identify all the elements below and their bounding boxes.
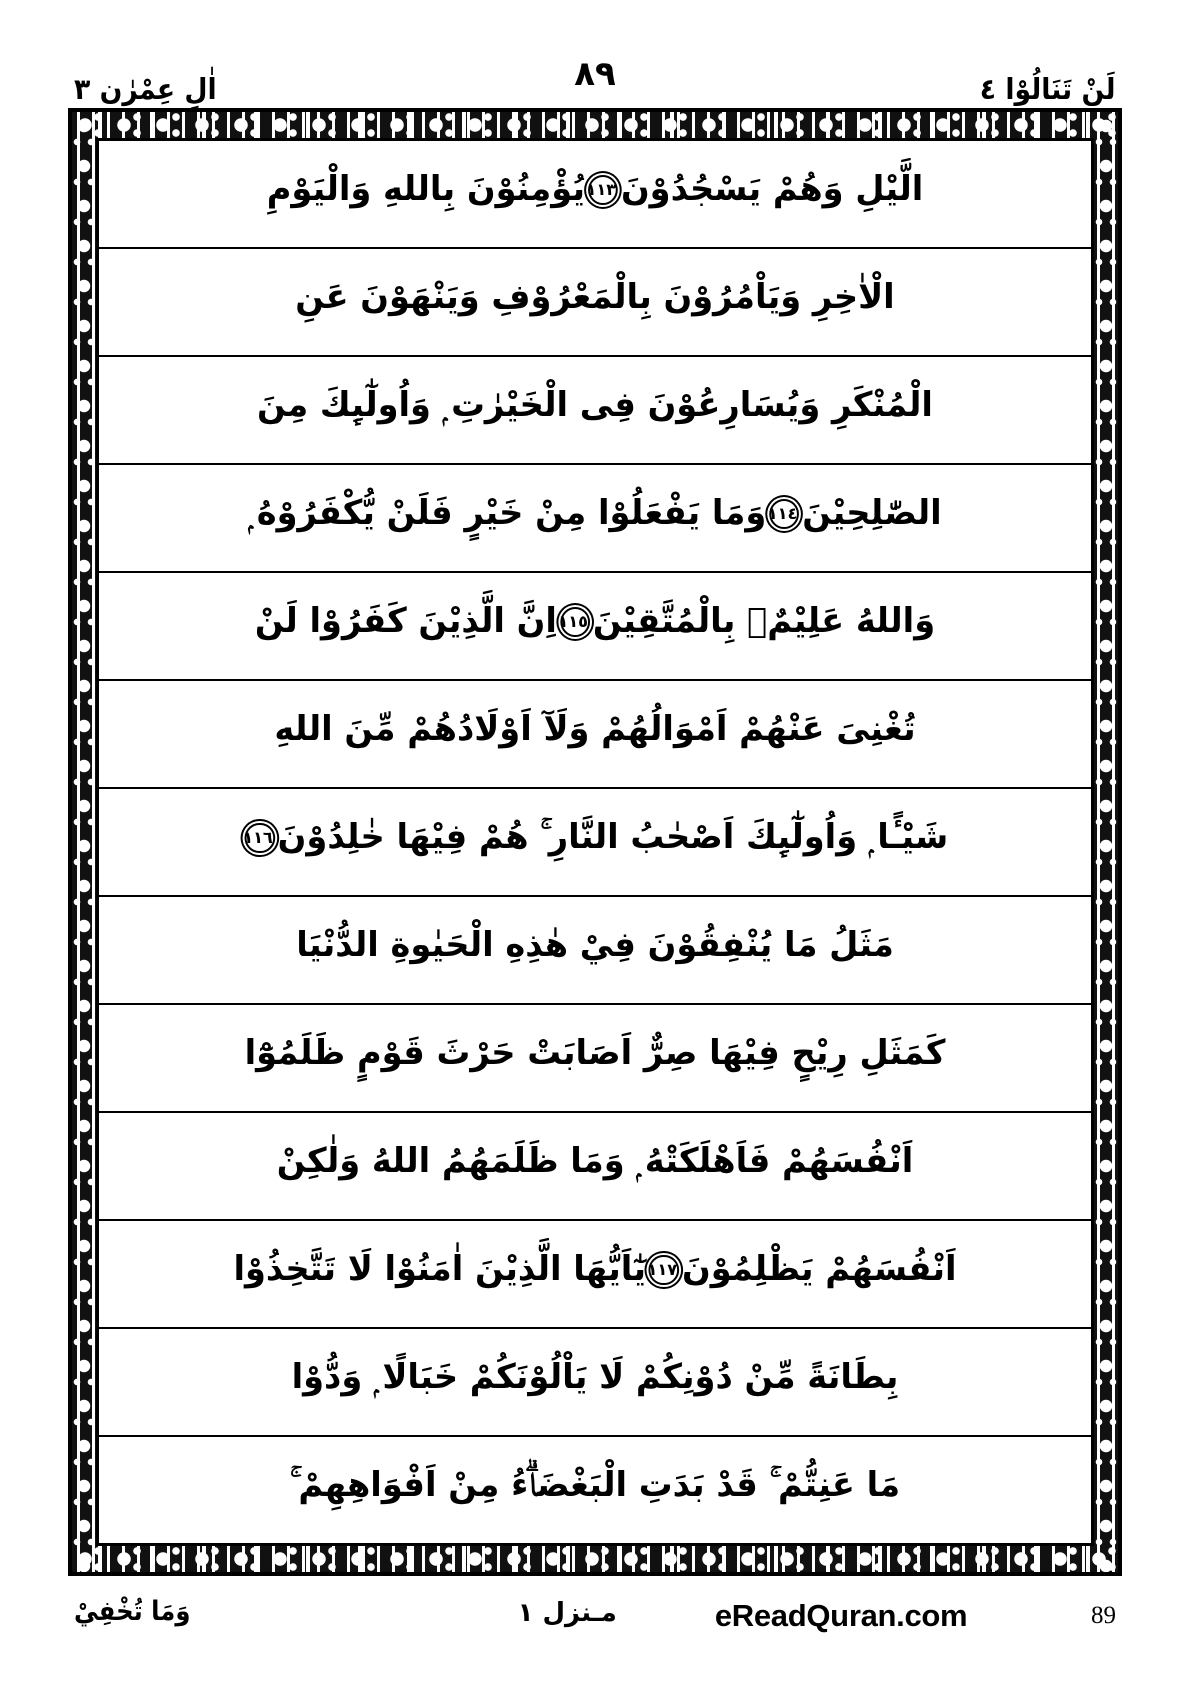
ayah-text [114,1462,1076,1518]
ayah-segment: مَثَلُ مَا يُنْفِقُوْنَ فِيْ هٰذِهِ الْحَيٰوةِ الدُّنْيَا [296,925,894,966]
ayah-line [99,465,1091,573]
ayah-text [114,598,1076,654]
page-header [0,0,1190,108]
ayah-line [99,897,1091,1005]
ayah-segment: وَمَا يَفْعَلُوْا مِنْ خَيْرٍ فَلَنْ يُّكْفَرُوْهُ ۭ [248,493,767,534]
ayah-number-marker: ١١٥ [560,607,590,637]
ayah-line [99,249,1091,357]
ornamental-border [68,108,1122,1576]
ayah-text [114,1138,1076,1194]
footer-manzil-label: مـنزل ١ [517,1598,617,1628]
ayah-line [99,141,1091,249]
ayah-segment: مَا عَنِتُّمْ ۚ قَدْ بَدَتِ الْبَغْضَاۗءُ مِنْ اَفْوَاهِهِمْ ۚ [289,1465,901,1506]
footer-catchword: وَمَا تُخْفِيْ [74,1596,191,1627]
ayah-segment: اَنْفُسَهُمْ يَظْلِمُوْنَ [681,1249,957,1290]
ayah-line [99,357,1091,465]
ayah-segment: الْاٰخِرِ وَيَاْمُرُوْنَ بِالْمَعْرُوْفِ وَيَنْهَوْنَ عَنِ [295,277,895,318]
ayah-text [114,922,1076,978]
ayah-segment: اَنْفُسَهُمْ فَاَهْلَكَتْهُ ۭ وَمَا ظَلَمَهُمُ اللهُ وَلٰكِنْ [276,1141,914,1182]
ayah-number-marker: ١١٣ [588,175,618,205]
header-juz-label: لَنْ تَنَالُوْا ٤ [980,72,1116,106]
ayah-text [114,382,1076,438]
ayah-segment: الْمُنْكَرِ وَيُسَارِعُوْنَ فِى الْخَيْرٰتِ ۭ وَاُولٰٓىِٕكَ مِنَ [257,385,933,426]
border-scroll-top-icon [72,112,1118,138]
page-footer [0,1576,1190,1684]
ayah-line [99,573,1091,681]
ayah-segment: وَاللهُ عَلِيْمٌۢ بِالْمُتَّقِيْنَ [592,601,936,642]
ayah-line [99,1113,1091,1221]
ayah-segment: يٰٓاَيُّهَا الَّذِيْنَ اٰمَنُوْا لَا تَتَّخِذُوْا [233,1249,647,1290]
ayah-segment: كَمَثَلِ رِيْحٍ فِيْهَا صِرٌّ اَصَابَتْ حَرْثَ قَوْمٍ ظَلَمُوْٓا [244,1033,946,1074]
ayah-text [114,1354,1076,1410]
header-page-number: ٨٩ [574,54,616,94]
ayah-line [99,1005,1091,1113]
border-scroll-bottom-icon [72,1546,1118,1572]
ayah-segment: يُؤْمِنُوْنَ بِاللهِ وَالْيَوْمِ [266,169,586,210]
ayah-segment: بِطَانَةً مِّنْ دُوْنِكُمْ لَا يَاْلُوْنَكُمْ خَبَالًا ۭ وَدُّوْا [291,1357,899,1398]
ayah-text [114,1246,1076,1302]
ayah-segment: شَيْـًٔا ۭ وَاُولٰٓىِٕكَ اَصْحٰبُ النَّارِ ۚ هُمْ فِيْهَا خٰلِدُوْنَ [277,817,949,858]
header-surah-label: اٰلِ عِمْرٰن ٣ [74,72,217,106]
ayah-segment: الصّٰلِحِيْنَ [802,493,942,534]
ayah-line [99,1437,1091,1543]
border-arabesque-band [72,112,1118,1572]
quran-text-panel [96,138,1094,1546]
ayah-text [114,814,1076,870]
footer-brand-link[interactable]: eReadQuran.com [714,1598,968,1633]
ayah-text [114,490,1076,546]
ayah-line [99,789,1091,897]
ayah-segment: تُغْنِىَ عَنْهُمْ اَمْوَالُهُمْ وَلَآ اَوْلَادُهُمْ مِّنَ اللهِ [274,709,916,750]
ayah-line [99,681,1091,789]
ayah-number-marker: ١١٧ [649,1255,679,1285]
ayah-line [99,1221,1091,1329]
ayah-segment: الَّيْلِ وَهُمْ يَسْجُدُوْنَ [620,169,924,210]
ayah-text [114,166,1076,222]
ayah-text [114,706,1076,762]
ayah-line [99,1329,1091,1437]
ayah-number-marker: ١١٦ [245,823,275,853]
border-scroll-left-icon [72,112,96,1572]
ayah-text [114,274,1076,330]
ayah-number-marker: ١١٤ [769,499,799,529]
footer-page-number: 89 [1091,1602,1116,1629]
border-scroll-right-icon [1094,112,1118,1572]
ayah-text [114,1030,1076,1086]
ayah-segment: اِنَّ الَّذِيْنَ كَفَرُوْا لَنْ [254,601,557,642]
